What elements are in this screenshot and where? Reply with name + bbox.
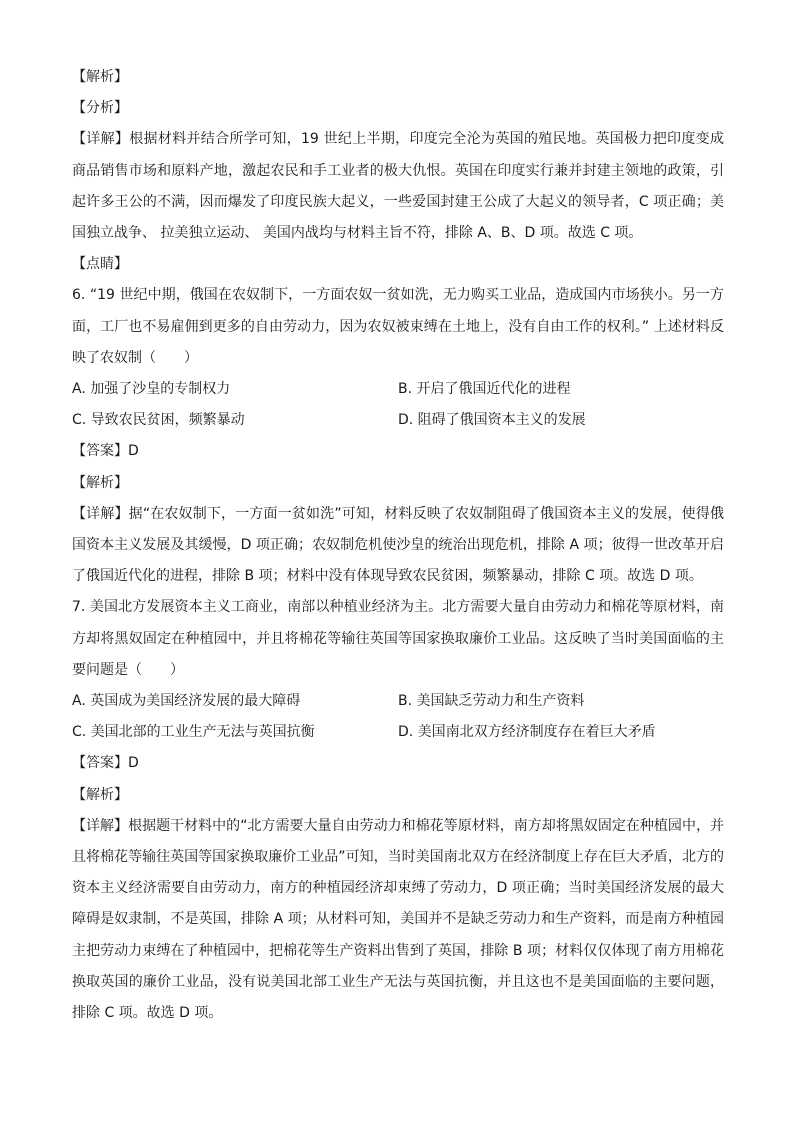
document-page xyxy=(72,62,724,1029)
tip-heading: 【点睛】 xyxy=(72,256,128,273)
q7-option-b: B. 美国缺乏劳动力和生产资料 xyxy=(398,692,585,709)
q7-option-d: D. 美国南北双方经济制度存在着巨大矛盾 xyxy=(398,724,656,741)
q6-explanation: 【详解】据“在农奴制下，一方面一贫如洗”可知，材料反映了农奴制阻碍了俄国资本主义的发展，使得俄国资本主义发展及其缓慢，D 项正确；农奴制危机使沙皇的统治出现危机，排除 A 项；彼得一世改革开启了俄国近代化的进程，排除 B 项；材料中没有体现导致农民贫困，频繁暴动，排除 C 项。故选 D 项。 xyxy=(72,505,724,585)
q5-explanation: 【详解】根据材料并结合所学可知，19 世纪上半期，印度完全沦为英国的殖民地。英国极力把印度变成商品销售市场和原料产地，激起农民和手工业者的极大仇恨。英国在印度实行兼并封建主领地的政策，引起许多王公的不满，因而爆发了印度民族大起义，一些爱国封建王公成了大起义的领导者，C 项正确；美国独立战争、 拉美独立运动、 美国内战均与材料主旨不符，排除 A、B、D 项。故选 C 项。 xyxy=(72,131,724,241)
question-6-options-row1 xyxy=(72,374,724,405)
breakdown-heading: 【分析】 xyxy=(72,100,128,117)
q7-analysis-heading: 【解析】 xyxy=(72,786,128,803)
question-7-options-row2 xyxy=(72,717,724,748)
q6-option-a: A. 加强了沙皇的专制权力 xyxy=(72,380,231,397)
question-6-stem: 6. “19 世纪中期，俄国在农奴制下，一方面农奴一贫如洗，无力购买工业品，造成国内市场狭小。另一方面，工厂也不易雇佣到更多的自由劳动力，因为农奴被束缚在土地上，没有自由工作的权利。” 上述材料反映了农奴制（ ） xyxy=(72,287,724,366)
question-7-options-row1 xyxy=(72,686,724,717)
q7-option-c: C. 美国北部的工业生产无法与英国抗衡 xyxy=(72,724,315,741)
q6-option-b: B. 开启了俄国近代化的进程 xyxy=(398,380,571,397)
q6-option-c: C. 导致农民贫困，频繁暴动 xyxy=(72,412,245,429)
q7-explanation: 【详解】根据题干材料中的“北方需要大量自由劳动力和棉花等原材料，南方却将黑奴固定在种植园中，并且将棉花等输往英国等国家换取廉价工业品”可知，当时美国南北双方在经济制度上存在巨大矛盾，北方的资本主义经济需要自由劳动力，南方的种植园经济却束缚了劳动力，D 项正确；当时美国经济发展的最大障碍是奴隶制，不是英国，排除 A 项；从材料可知，美国并不是缺乏劳动力和生产资料，而是南方种植园主把劳动力束缚在了种植园中，把棉花等生产资料出售到了英国，排除 B 项；材料仅仅体现了南方用棉花换取英国的廉价工业品，没有说美国北部工业生产无法与英国抗衡，并且这也不是美国面临的主要问题，排除 C 项。故选 D 项。 xyxy=(72,817,724,1021)
q7-option-a: A. 英国成为美国经济发展的最大障碍 xyxy=(72,692,301,709)
q7-answer: 【答案】D xyxy=(72,755,139,772)
q6-analysis-heading: 【解析】 xyxy=(72,474,128,491)
question-7-stem: 7. 美国北方发展资本主义工商业，南部以种植业经济为主。北方需要大量自由劳动力和棉花等原材料，南方却将黑奴固定在种植园中，并且将棉花等输往英国等国家换取廉价工业品。这反映了当时美国面临的主要问题是（ ） xyxy=(72,599,724,678)
analysis-heading: 【解析】 xyxy=(72,69,128,85)
q6-option-d: D. 阻碍了俄国资本主义的发展 xyxy=(398,412,586,429)
question-6-options-row2 xyxy=(72,405,724,436)
q6-answer: 【答案】D xyxy=(72,443,139,460)
